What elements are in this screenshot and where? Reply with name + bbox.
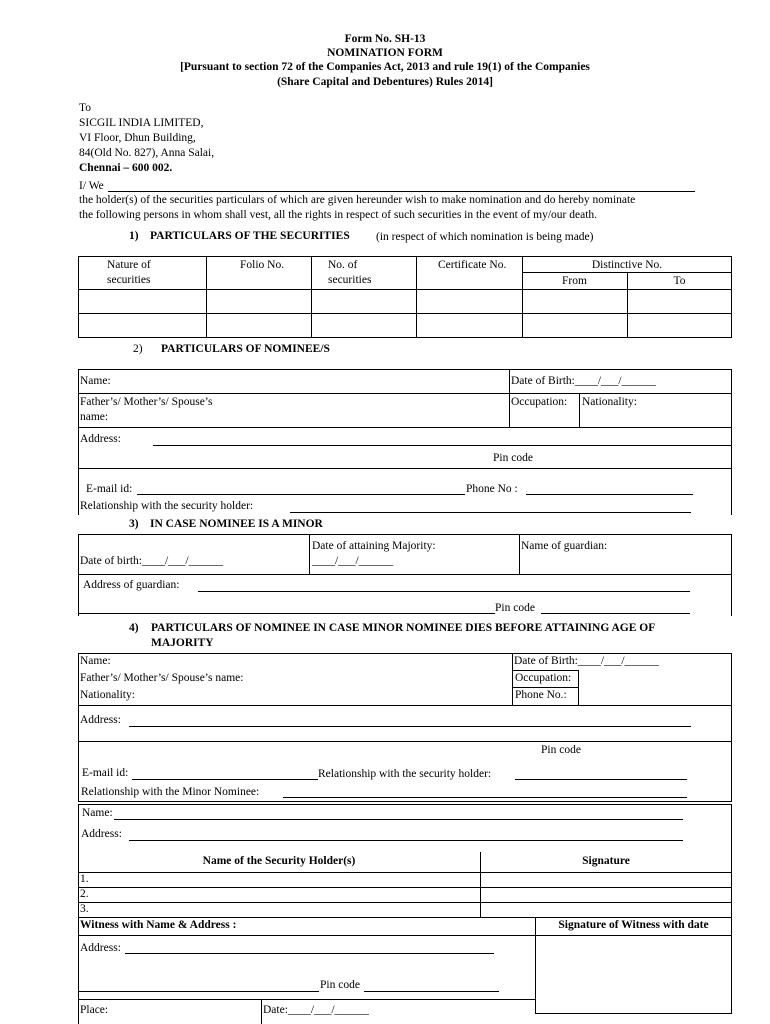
nominee-name-label: Name: [80, 375, 111, 387]
pursuant-line-1: [Pursuant to section 72 of the Companies Act, 2013 and rule 19(1) of the Companies [180, 61, 590, 73]
box-line [78, 468, 732, 469]
section-4-number: 4) [129, 622, 139, 634]
witness-signature-header: Signature of Witness with date [558, 919, 709, 931]
box-line [78, 804, 732, 805]
alt-nationality-label: Nationality: [80, 689, 135, 701]
box-line [535, 917, 536, 1014]
alt-address-field[interactable] [129, 715, 691, 727]
section-3-number: 3) [129, 518, 139, 530]
nominee-phone-label: Phone No : [466, 483, 518, 495]
alt-phone-label: Phone No.: [515, 689, 567, 701]
nominee-fathers-label: Father’s/ Mother’s/ Spouse’s [80, 396, 213, 408]
nominee-fathers-label-2: name: [80, 411, 109, 423]
box-line [78, 393, 732, 394]
box-line [78, 935, 535, 936]
nominee-address-field[interactable] [153, 434, 731, 446]
nominee-email-label: E-mail id: [86, 483, 133, 495]
box-line [78, 872, 732, 873]
box-line [78, 887, 732, 888]
i-we-field[interactable] [108, 180, 695, 192]
guardian-pin-label: Pin code [495, 602, 535, 614]
guardian-address-label: Address of guardian: [83, 579, 180, 591]
i-we-label: I/ We [79, 180, 104, 192]
box-line [78, 653, 79, 801]
alt-email-field[interactable] [132, 768, 318, 780]
intro-paragraph-2: the following persons in whom shall vest, all the rights in respect of such securities in the event of my/our death. [79, 209, 598, 221]
pursuant-line-2: (Share Capital and Debentures) Rules 2014] [277, 76, 493, 88]
section-1-title: PARTICULARS OF THE SECURITIES [150, 230, 350, 242]
holder-row-2: 2. [80, 888, 89, 900]
box-line [78, 427, 732, 428]
table-divider [78, 313, 732, 314]
box-line [509, 369, 510, 427]
holder-name-label: Name: [82, 807, 113, 819]
box-line [78, 917, 732, 918]
to-label: To [79, 102, 91, 114]
section-4-title: PARTICULARS OF NOMINEE IN CASE MINOR NOMINEE DIES BEFORE ATTAINING AGE OF [151, 622, 656, 634]
box-line [731, 917, 732, 1014]
alt-relationship-minor-field[interactable] [283, 786, 687, 798]
header-no-of: No. of [328, 259, 358, 271]
guardian-address-field-2[interactable] [79, 602, 495, 614]
alt-relationship-holder-field[interactable] [515, 768, 687, 780]
holder-address-field[interactable] [129, 829, 683, 841]
box-line [731, 534, 732, 616]
header-distinctive: Distinctive No. [591, 259, 663, 271]
box-line [78, 917, 79, 1024]
section-2-number: 2) [133, 343, 143, 355]
box-line [535, 1013, 732, 1014]
box-line [78, 741, 732, 742]
alt-email-label: E-mail id: [82, 767, 129, 779]
box-line [309, 534, 310, 574]
header-from: From [562, 275, 587, 287]
witness-pin-label: Pin code [320, 979, 360, 991]
box-line [513, 687, 578, 688]
guardian-address-field[interactable] [198, 580, 690, 592]
box-line [78, 801, 732, 802]
nominee-nationality-label: Nationality: [582, 396, 637, 408]
holder-row-3: 3. [80, 903, 89, 915]
nominee-relationship-field[interactable] [290, 501, 691, 513]
box-line [535, 935, 732, 936]
company-name: SICGIL INDIA LIMITED, [79, 117, 204, 129]
alt-name-label: Name: [80, 655, 111, 667]
alt-pin-label: Pin code [541, 744, 581, 756]
holder-name-field[interactable] [114, 808, 683, 820]
holder-address-label: Address: [81, 828, 122, 840]
address-city: Chennai – 600 002. [79, 162, 173, 174]
box-line [519, 534, 520, 574]
nominee-phone-field[interactable] [526, 483, 693, 495]
box-line [78, 999, 535, 1000]
header-to: To [673, 275, 686, 287]
header-no-of-2: securities [328, 274, 372, 286]
minor-majority-label: Date of attaining Majority: [312, 540, 436, 552]
minor-guardian-label: Name of guardian: [521, 540, 608, 552]
box-line [78, 902, 732, 903]
box-line [579, 393, 580, 427]
place-label: Place: [80, 1004, 109, 1016]
alt-occupation-label: Occupation: [515, 672, 572, 684]
table-divider [206, 256, 207, 338]
address-line-2: 84(Old No. 827), Anna Salai, [79, 147, 215, 159]
table-divider [78, 289, 732, 290]
box-line [512, 653, 513, 705]
alt-dob-label: Date of Birth:____/___/______ [514, 655, 660, 667]
witness-address-field[interactable] [125, 942, 494, 954]
nominee-pin-label: Pin code [493, 452, 533, 464]
date-label: Date:____/___/______ [263, 1004, 370, 1016]
nominee-email-field[interactable] [137, 483, 465, 495]
minor-majority-date: ____/___/______ [312, 555, 394, 567]
header-nature-2: securities [107, 274, 151, 286]
box-line [261, 999, 262, 1024]
box-line [731, 653, 732, 801]
holders-name-header: Name of the Security Holder(s) [202, 855, 356, 867]
address-line-1: VI Floor, Dhun Building, [79, 132, 196, 144]
header-folio: Folio No. [240, 259, 285, 271]
alt-fathers-label: Father’s/ Mother’s/ Spouse’s name: [80, 672, 244, 684]
nominee-address-label: Address: [80, 433, 121, 445]
box-line [78, 653, 732, 654]
section-2-title: PARTICULARS OF NOMINEE/S [161, 343, 330, 355]
table-divider [311, 256, 312, 338]
box-line [578, 670, 579, 705]
section-3-title: IN CASE NOMINEE IS A MINOR [150, 518, 323, 530]
section-1-subtitle: (in respect of which nomination is being made) [376, 231, 594, 243]
box-line [78, 574, 732, 575]
section-4-title-2: MAJORITY [151, 637, 214, 649]
box-line [731, 369, 732, 515]
alt-address-label: Address: [80, 714, 121, 726]
witness-address-label: Address: [80, 942, 121, 954]
header-certificate: Certificate No. [438, 259, 507, 271]
witness-address-field-2[interactable] [79, 980, 319, 992]
nominee-relationship-label: Relationship with the security holder: [80, 500, 254, 512]
form-title: NOMINATION FORM [327, 47, 443, 59]
intro-paragraph-1: the holder(s) of the securities particulars of which are given hereunder wish to make nomination and do hereby nominate [79, 194, 636, 206]
minor-dob-label: Date of birth:____/___/______ [80, 555, 224, 567]
table-divider [416, 256, 417, 338]
header-nature: Nature of [107, 259, 151, 271]
box-line [513, 670, 578, 671]
box-line [78, 369, 79, 515]
holders-signature-header: Signature [582, 855, 630, 867]
nominee-dob-label: Date of Birth:____/___/______ [511, 375, 657, 387]
witness-title: Witness with Name & Address : [80, 919, 237, 931]
holder-row-1: 1. [80, 873, 89, 885]
box-line [78, 534, 732, 535]
witness-pin-field[interactable] [364, 980, 499, 992]
nominee-occupation-label: Occupation: [511, 396, 568, 408]
guardian-pin-field[interactable] [541, 602, 690, 614]
box-line [78, 705, 732, 706]
box-line [78, 369, 732, 370]
alt-relationship-minor-label: Relationship with the Minor Nominee: [81, 786, 260, 798]
section-1-number: 1) [129, 230, 139, 242]
alt-relationship-holder-label: Relationship with the security holder: [318, 768, 492, 780]
form-number: Form No. SH-13 [344, 33, 426, 45]
